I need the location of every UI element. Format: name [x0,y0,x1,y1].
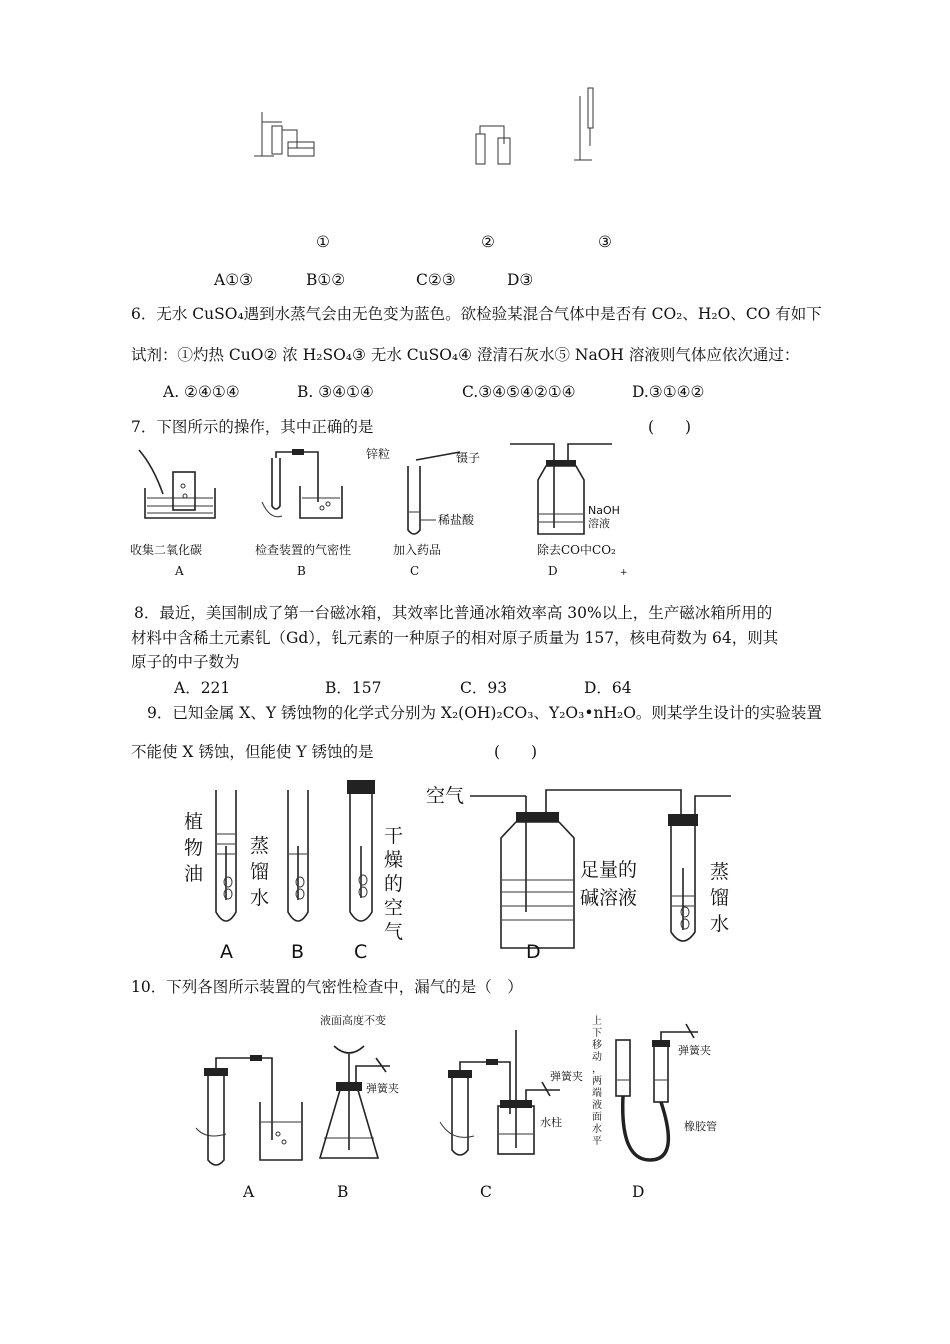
q9-oil-1: 植 [184,811,204,833]
q10-move-11: 平 [592,1136,602,1147]
q10-stem: 10．下列各图所示装置的气密性检查中，漏气的是（ ） [131,978,523,996]
q10-move-9: 面 [592,1112,602,1123]
q10-label-clamp-d: 弹簧夹 [678,1044,711,1057]
q9-dry-3: 的 [384,873,404,895]
q6-option-b: B. ③④①④ [297,383,374,401]
q6-option-a: A. ②④①④ [163,383,240,401]
q9-letter-c: C [354,941,368,963]
q7-caption-c: 加入药品 [393,543,442,557]
q5-figure-2 [472,118,522,168]
q7-stray-mark: + [620,568,628,578]
q10-label-clamp-c: 弹簧夹 [550,1070,583,1083]
q7-figure-a [133,446,233,526]
q7-letter-d: D [548,564,558,578]
q5-figure-3 [574,86,604,166]
q8-option-c: C．93 [460,679,508,697]
q5-fig-label-3: ③ [598,233,612,251]
q9-air-label: 空气 [426,785,465,807]
q7-letter-b: B [297,564,306,578]
q10-move-8: 液 [592,1100,602,1111]
q9-line-1: 9．已知金属 X、Y 锈蚀物的化学式分别为 X₂(OH)₂CO₃、Y₂O₃•nH₂O。则某学生设计的实验装置 [147,704,822,722]
q9-line-2: 不能使 X 锈蚀，但能使 Y 锈蚀的是 [131,743,374,761]
q7-figure-b [252,446,362,526]
q9-water-3: 水 [250,887,270,909]
q7-label-naoh: NaOH [588,504,620,517]
q7-answer-bracket: ( ) [648,418,692,436]
q10-label-water-col: 水柱 [540,1116,562,1129]
q7-caption-b: 检查装置的气密性 [255,543,352,557]
q10-move-4: 动 [592,1052,602,1063]
q5-option-a: A①③ [214,271,253,289]
q9-dry-1: 干 [384,825,404,847]
q8-line-3: 原子的中子数为 [131,653,240,671]
q9-oil-3: 油 [184,863,204,885]
q7-label-zinc: 锌粒 [366,447,391,461]
q10-label-clamp-b: 弹簧夹 [366,1082,399,1095]
q9-letter-d: D [526,941,541,963]
q9-dry-5: 气 [384,921,404,943]
q10-letter-a: A [243,1183,255,1201]
q10-label-level: 液面高度不变 [320,1014,386,1027]
q10-move-3: 移 [592,1040,602,1051]
q5-figure-1 [252,112,332,162]
q7-caption-d: 除去CO中CO₂ [537,543,616,557]
q10-letter-b: B [337,1183,349,1201]
q9-alkali-2: 碱溶液 [580,887,638,909]
q10-move-6: 两 [592,1076,602,1087]
q7-letter-c: C [410,564,420,578]
q5-fig-label-1: ① [316,233,330,251]
q8-option-d: D．64 [584,679,632,697]
q9-water-2: 馏 [250,861,270,883]
q10-move-5: ， [592,1064,602,1075]
q6-option-c: C.③④⑤④②①④ [462,383,576,401]
q8-option-b: B．157 [325,679,382,697]
q9-water2-1: 蒸 [710,861,730,883]
q7-label-acid: 稀盐酸 [438,513,475,527]
q8-option-a: A．221 [174,679,231,697]
q6-line-2: 试剂：①灼热 CuO② 浓 H₂SO₄③ 无水 CuSO₄④ 澄清石灰水⑤ NaOH 溶液则气体应依次通过： [131,346,800,364]
q7-label-tweezers: 镊子 [456,451,481,465]
q7-figure-c [366,446,481,536]
q10-move-7: 端 [592,1088,602,1099]
q9-dry-4: 空 [384,897,404,919]
q9-oil-2: 物 [184,837,204,859]
q9-letter-a: A [220,941,233,963]
q9-water2-2: 馏 [710,887,730,909]
q7-stem: 7．下图所示的操作，其中正确的是 [131,418,374,436]
q9-water2-3: 水 [710,913,730,935]
q10-letter-c: C [480,1183,492,1201]
q10-figure [190,1010,750,1180]
q5-fig-label-2: ② [481,233,495,251]
q5-option-c: C②③ [416,271,456,289]
q9-figure [176,772,736,972]
q10-letter-d: D [632,1183,645,1201]
q7-figure-d [508,440,638,540]
q7-caption-a: 收集二氧化碳 [130,543,203,557]
q5-option-b: B①② [306,271,346,289]
q6-line-1: 6．无水 CuSO₄遇到水蒸气会由无色变为蓝色。欲检验某混合气体中是否有 CO₂、H₂O、CO 有如下 [131,305,822,323]
q9-water-1: 蒸 [250,835,270,857]
q9-letter-b: B [291,941,305,963]
q8-line-1: 8．最近，美国制成了第一台磁冰箱，其效率比普通冰箱效率高 30%以上，生产磁冰箱所用的 [134,604,773,622]
q7-label-solution: 溶液 [588,517,610,530]
q5-option-d: D③ [507,271,534,289]
q10-move-1: 上 [592,1016,602,1027]
q10-move-10: 水 [592,1124,602,1135]
q10-label-rubber: 橡胶管 [684,1120,717,1133]
q9-alkali-1: 足量的 [580,859,638,881]
q9-dry-2: 燥 [384,849,404,871]
q8-line-2: 材料中含稀土元素钆（Gd），钆元素的一种原子的相对原子质量为 157，核电荷数为 64，则其 [131,629,779,647]
q9-answer-bracket: ( ) [494,743,538,761]
q7-letter-a: A [175,564,184,578]
q6-option-d: D.③①④② [632,383,705,401]
q10-move-2: 下 [592,1028,602,1039]
